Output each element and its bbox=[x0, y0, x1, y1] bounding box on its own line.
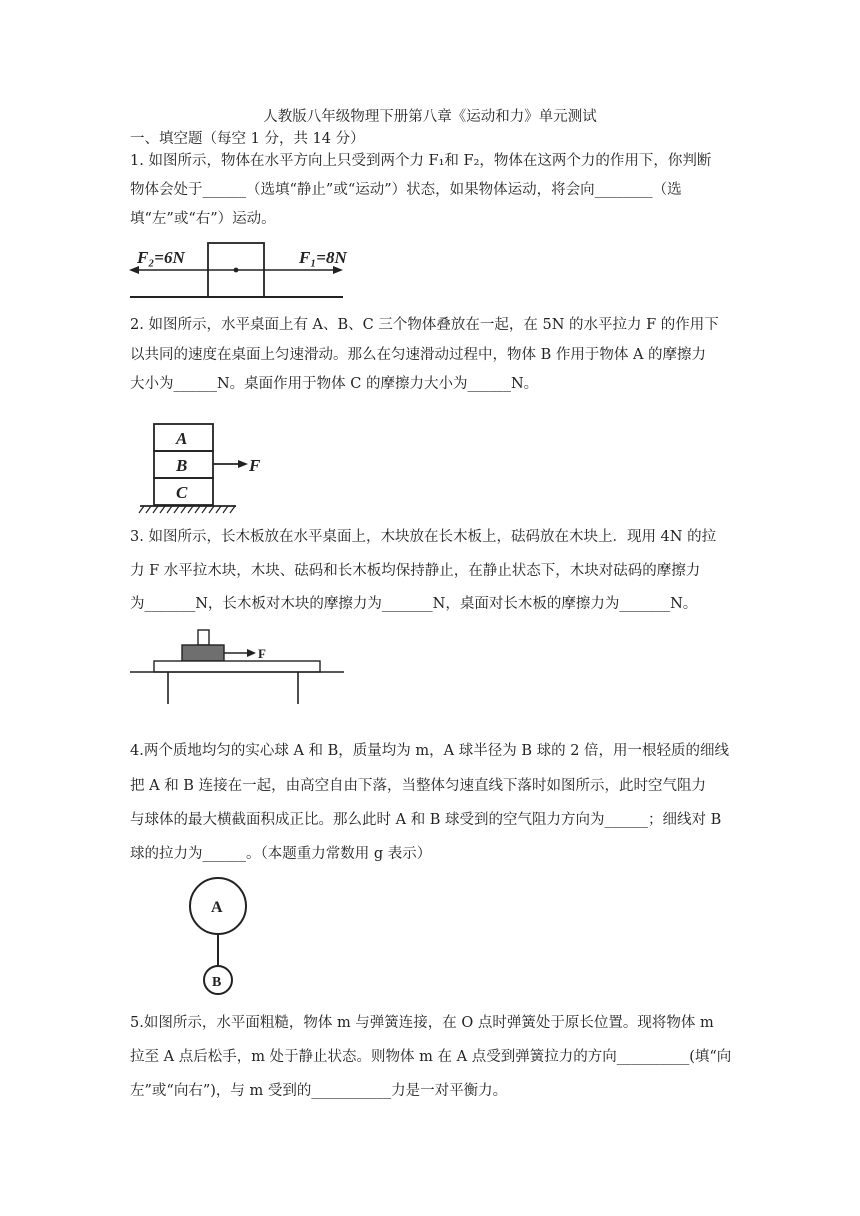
q3-board-diagram bbox=[128, 626, 350, 706]
q5-line-3: 左”或“向右”)，与 m 受到的___________力是一对平衡力。 bbox=[130, 1083, 508, 1099]
sphere-b-label: B bbox=[212, 975, 222, 990]
document-title: 人教版八年级物理下册第八章《运动和力》单元测试 bbox=[263, 109, 597, 125]
block-b-label: B bbox=[176, 456, 188, 475]
q3-line-2: 力 F 水平拉木块，木块、砝码和长木板均保持静止，在静止状态下，木块对砝码的摩擦力 bbox=[130, 563, 701, 579]
q2-line-2: 以共同的速度在桌面上匀速滑动。那么在匀速滑动过程中，物体 B 作用于物体 A 的摩擦力 bbox=[130, 347, 707, 363]
f1-label: F₁=8N bbox=[299, 248, 347, 267]
weight bbox=[198, 630, 209, 645]
q1-force-diagram bbox=[125, 240, 355, 302]
block-a-label: A bbox=[176, 429, 188, 448]
f2-label: F₂=6N bbox=[137, 248, 185, 267]
q2-line-3: 大小为______N。桌面作用于物体 C 的摩擦力大小为______N。 bbox=[130, 376, 539, 392]
long-board bbox=[154, 661, 320, 672]
block-c-label: C bbox=[176, 483, 188, 502]
q1-line-3: 填“左”或“右”）运动。 bbox=[130, 211, 276, 227]
force-arrowhead bbox=[238, 460, 248, 468]
q3-line-3: 为_______N，长木板对木块的摩擦力为_______N，桌面对长木板的摩擦力为_______N。 bbox=[130, 596, 698, 612]
q4-line-1: 4.两个质地均匀的实心球 A 和 B，质量均为 m，A 球半径为 B 球的 2 倍，用一根轻质的细线 bbox=[130, 743, 730, 759]
f2-arrowhead bbox=[129, 266, 139, 274]
q4-line-4: 球的拉力为______。（本题重力常数用 g 表示） bbox=[130, 846, 432, 862]
force-label: F bbox=[249, 456, 261, 475]
q5-line-1: 5.如图所示，水平面粗糙，物体 m 与弹簧连接，在 O 点时弹簧处于原长位置。现将物体 m bbox=[130, 1015, 714, 1031]
wood-block bbox=[182, 645, 224, 661]
q3-line-1: 3. 如图所示，长木板放在水平桌面上，木块放在长木板上，砝码放在木块上．现用 4N 的拉 bbox=[130, 529, 717, 545]
force-label: F bbox=[258, 646, 266, 661]
f1-arrowhead bbox=[333, 266, 343, 274]
q1-line-1: 1. 如图所示，物体在水平方向上只受到两个力 F₁和 F₂，物体在这两个力的作用下，你判断 bbox=[130, 153, 712, 169]
q4-line-3: 与球体的最大横截面积成正比。那么此时 A 和 B 球受到的空气阻力方向为______；细线对 B bbox=[130, 812, 722, 828]
q5-line-2: 拉至 A 点后松手，m 处于静止状态。则物体 m 在 A 点受到弹簧拉力的方向__________(填“向 bbox=[130, 1049, 732, 1065]
section-heading: 一、填空题（每空 1 分，共 14 分） bbox=[130, 131, 365, 147]
q4-line-2: 把 A 和 B 连接在一起，由高空自由下落，当整体匀速直线下落时如图所示，此时空气阻力 bbox=[130, 778, 707, 794]
force-arrowhead bbox=[247, 649, 256, 657]
q2-line-1: 2. 如图所示，水平桌面上有 A、B、C 三个物体叠放在一起，在 5N 的水平拉力 F 的作用下 bbox=[130, 317, 719, 333]
q1-line-2: 物体会处于______（选填“静止”或“运动”）状态，如果物体运动，将会向________（选 bbox=[130, 182, 682, 198]
ground-hatching bbox=[139, 506, 235, 513]
q4-spheres-diagram bbox=[180, 872, 260, 1000]
sphere-a-label: A bbox=[211, 899, 223, 916]
q2-stacked-blocks-diagram bbox=[138, 420, 278, 516]
